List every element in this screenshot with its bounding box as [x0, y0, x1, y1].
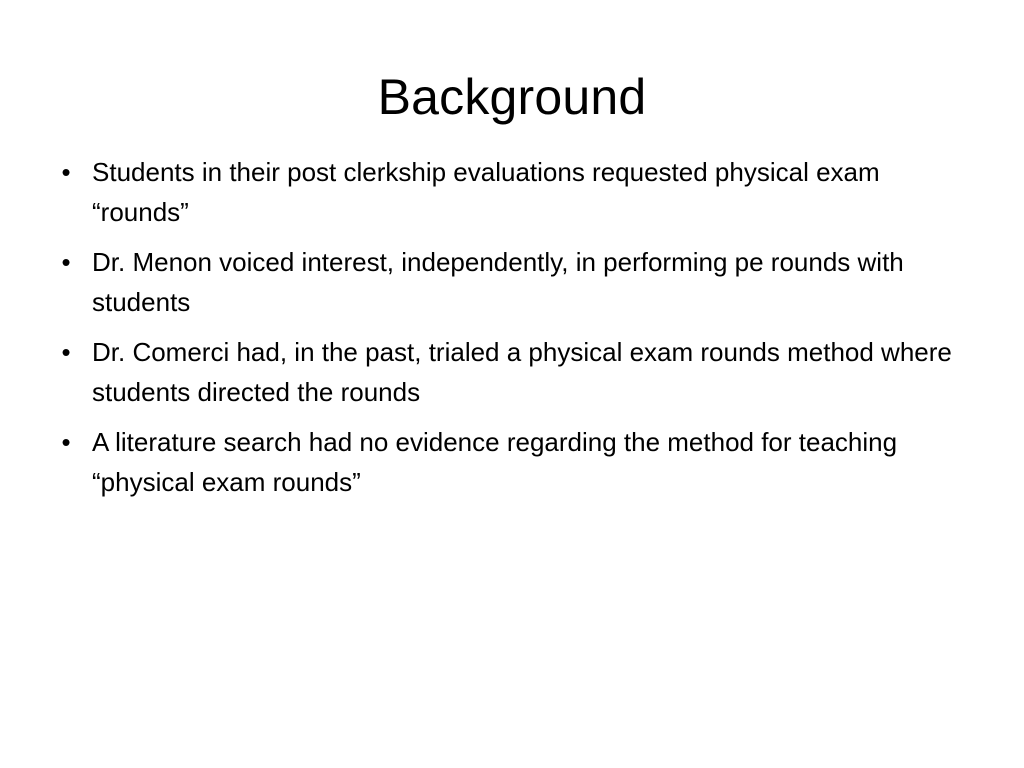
bullet-item	[56, 332, 976, 412]
bullet-text: Students in their post clerkship evaluations requested physical exam “rounds”	[92, 157, 880, 227]
bullet-dot-icon: •	[61, 337, 71, 367]
bullet-text: Dr. Menon voiced interest, independently, in performing pe rounds with students	[92, 247, 904, 317]
slide-title: Background	[377, 69, 647, 125]
bullet-text: A literature search had no evidence regarding the method for teaching “physical exam rounds”	[92, 427, 898, 497]
bullet-text: Dr. Comerci had, in the past, trialed a physical exam rounds method where students directed the rounds	[92, 337, 952, 407]
bullet-item	[56, 242, 976, 322]
bullet-item	[56, 152, 976, 232]
bullet-dot-icon: •	[61, 157, 71, 187]
bullet-item	[56, 422, 976, 502]
bullet-dot-icon: •	[61, 247, 71, 277]
bullet-list	[56, 152, 976, 512]
bullet-dot-icon: •	[61, 427, 71, 457]
